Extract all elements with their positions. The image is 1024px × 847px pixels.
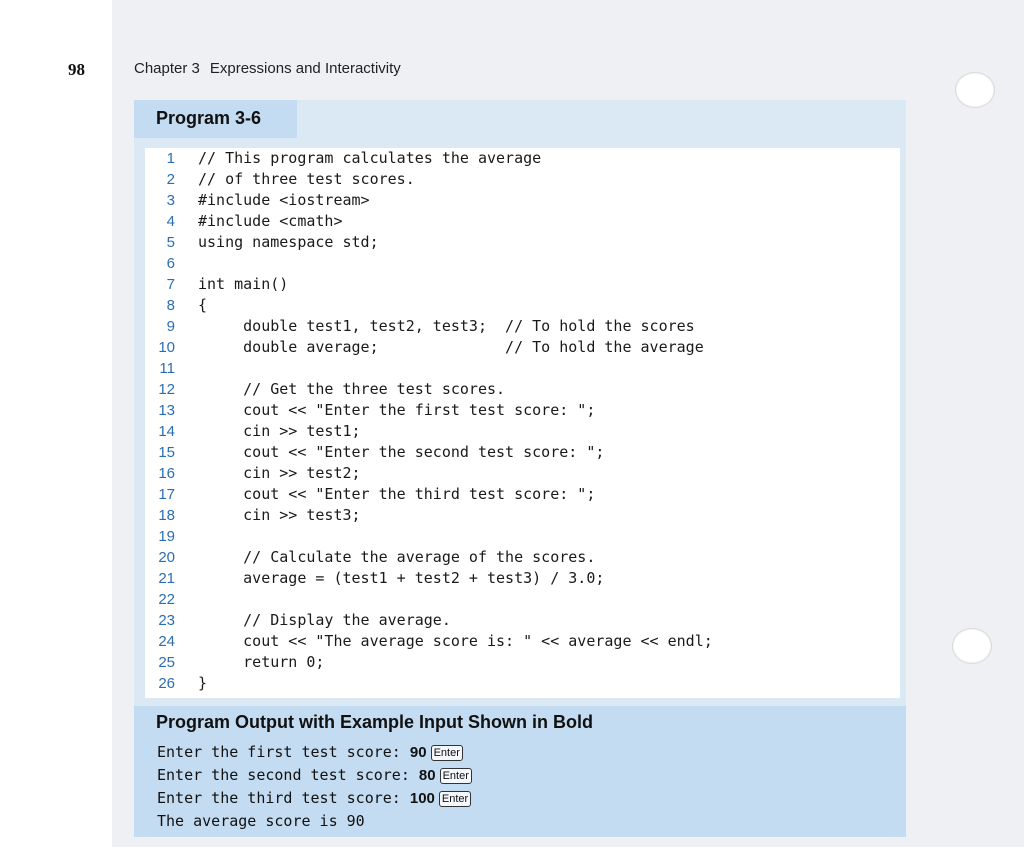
line-code: average = (test1 + test2 + test3) / 3.0; [198,569,605,587]
code-line [145,421,361,442]
binder-hole-bottom [952,628,992,664]
line-number: 5 [166,234,175,251]
output-title: Program Output with Example Input Shown in Bold [156,712,593,732]
code-line [145,610,451,631]
line-code: cout << "Enter the first test score: "; [198,401,596,419]
code-line [145,505,361,526]
line-code: { [198,296,208,314]
line-code: cout << "Enter the third test score: "; [198,485,596,503]
line-number: 9 [166,318,175,335]
line-number: 11 [159,360,175,377]
line-code: // Get the three test scores. [198,380,506,398]
code-line [145,274,289,295]
line-number: 3 [166,192,175,209]
code-line [145,337,704,358]
code-line [145,673,208,694]
line-number: 20 [158,549,175,566]
line-code: double average; // To hold the average [198,338,704,356]
line-number: 16 [158,465,175,482]
line-code: #include <iostream> [198,191,370,209]
code-line [145,190,370,211]
output-prompt: Enter the second test score: [157,766,419,784]
code-line [145,442,605,463]
code-line [145,652,325,673]
code-line [145,568,605,589]
page-number: 98 [68,60,85,79]
code-line [145,358,175,379]
line-code: cin >> test1; [198,422,361,440]
line-code: // Calculate the average of the scores. [198,548,596,566]
line-code: using namespace std; [198,233,379,251]
line-number: 13 [158,402,175,419]
line-number: 19 [158,528,175,545]
user-input-value: 100 [409,790,435,807]
code-line [145,526,175,547]
line-number: 18 [158,507,175,524]
line-code: #include <cmath> [198,212,343,230]
line-number: 2 [166,171,175,188]
code-line [145,169,415,190]
code-listing [145,148,900,698]
line-number: 25 [158,654,175,671]
code-line [145,316,695,337]
code-line [145,484,596,505]
binder-hole-top [955,72,995,108]
line-code: } [198,674,208,692]
line-number: 21 [158,570,175,587]
output-prompt: The average score is 90 [157,812,365,830]
line-number: 7 [166,276,175,293]
code-line [145,211,343,232]
code-line [145,400,596,421]
line-number: 6 [166,255,175,272]
code-line [145,463,361,484]
line-number: 14 [158,423,175,440]
line-number: 24 [158,633,175,650]
output-line [157,741,463,763]
enter-key-icon: Enter [440,768,472,784]
output-line [157,764,472,786]
code-line [145,295,208,316]
line-code: double test1, test2, test3; // To hold the scores [198,317,695,335]
program-title: Program 3-6 [156,108,262,128]
line-number: 26 [158,675,175,692]
chapter-title: Expressions and Interactivity [209,60,401,77]
code-line [145,547,596,568]
line-code: cout << "The average score is: " << average << endl; [198,632,713,650]
line-number: 22 [158,591,175,608]
code-line [145,589,175,610]
line-code: return 0; [198,653,325,671]
line-code: cout << "Enter the second test score: "; [198,443,605,461]
line-code: int main() [198,275,289,293]
output-line [157,787,471,809]
chapter-label: Chapter 3 [134,60,200,77]
line-number: 4 [166,213,175,230]
code-line [145,631,713,652]
line-number: 1 [166,150,175,167]
code-line [145,148,542,169]
line-number: 8 [166,297,175,314]
user-input-value: 90 [409,744,427,761]
line-code: cin >> test2; [198,464,361,482]
enter-key-icon: Enter [439,791,471,807]
running-head [134,60,401,77]
line-code: cin >> test3; [198,506,361,524]
output-prompt: Enter the third test score: [157,789,410,807]
line-code: // This program calculates the average [198,149,542,167]
line-number: 17 [158,486,175,503]
line-number: 12 [158,381,175,398]
line-number: 10 [158,339,175,356]
user-input-value: 80 [418,767,436,784]
enter-key-icon: Enter [431,745,463,761]
line-code: // Display the average. [198,611,451,629]
line-code: // of three test scores. [198,170,415,188]
output-line [157,810,365,832]
code-line [145,379,506,400]
code-line [145,253,175,274]
line-number: 23 [158,612,175,629]
code-line [145,232,379,253]
output-prompt: Enter the first test score: [157,743,410,761]
line-number: 15 [158,444,175,461]
